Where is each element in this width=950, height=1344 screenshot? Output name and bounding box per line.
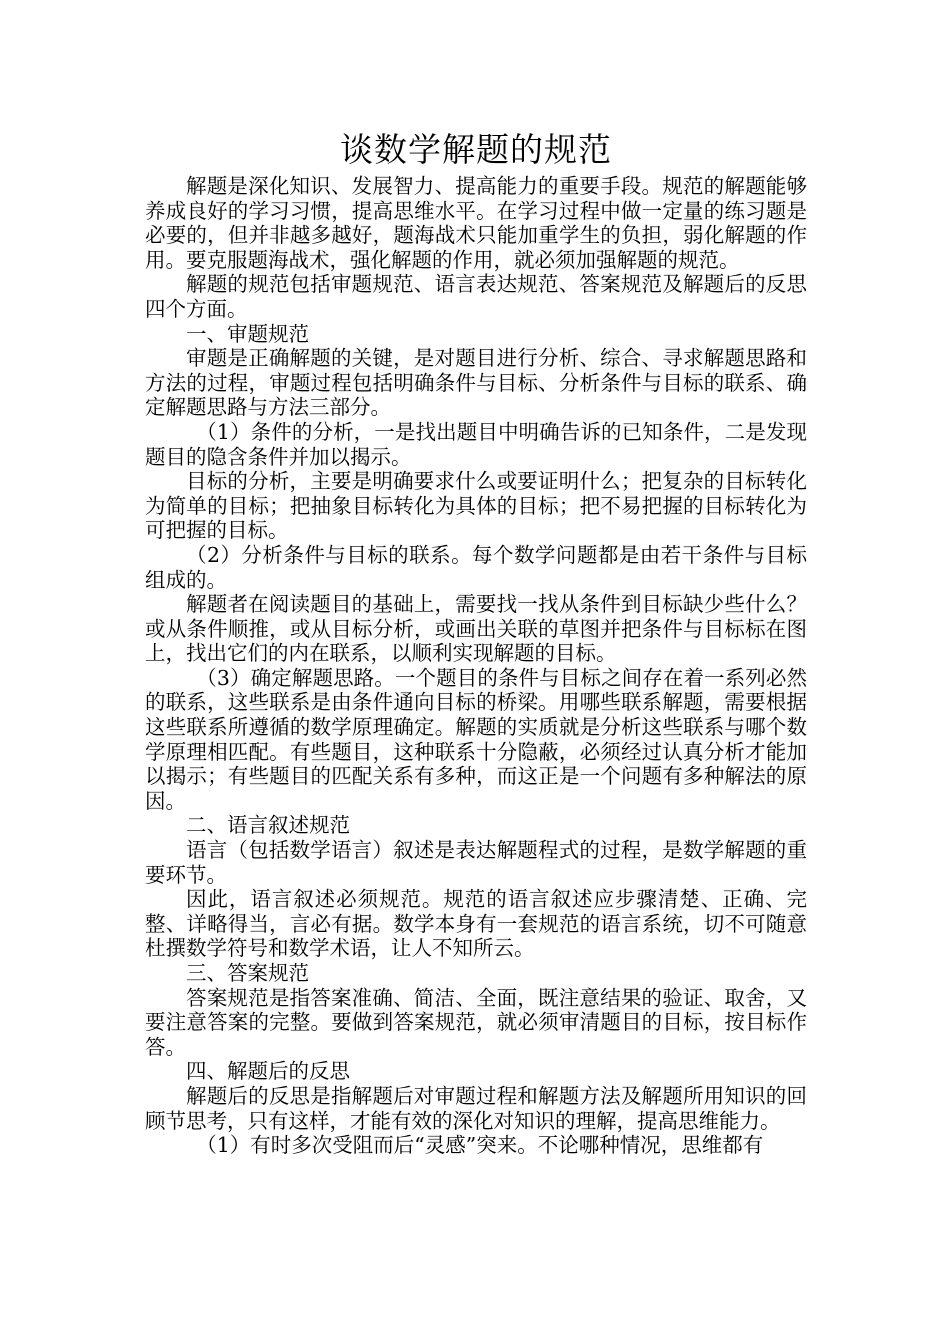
paragraph-review-key: 审题是正确解题的关键，是对题目进行分析、综合、寻求解题思路和方法的过程，审题过程包括明确条件与目标、分析条件与目标的联系、确定解题思路与方法三部分。	[145, 346, 807, 420]
document-page	[145, 128, 807, 1158]
section-heading-3: 三、答案规范	[186, 961, 309, 985]
paragraph-solver-reading: 解题者在阅读题目的基础上，需要找一找从条件到目标缺少些什么？或从条件顺推，或从目标分析，或画出关联的草图并把条件与目标标在图上，找出它们的内在联系，以顺利实现解题的目标。	[145, 592, 807, 666]
paragraph-condition-goal-link: （2）分析条件与目标的联系。每个数学问题都是由若干条件与目标组成的。	[145, 542, 807, 592]
section-heading-1: 一、审题规范	[186, 321, 309, 346]
paragraph-solution-idea: （3）确定解题思路。一个题目的条件与目标之间存在着一系列必然的联系，这些联系是由条件通向目标的桥梁。用哪些联系解题，需要根据这些联系所遵循的数学原理确定。解题的实质就是分析这些联系与哪个数学原理相匹配。有些题目，这种联系十分隐蔽，必须经过认真分析才能加以揭示；有些题目的匹配关系有多种，而这正是一个问题有多种解法的原因。	[145, 665, 807, 813]
paragraph-condition-analysis: （1）条件的分析，一是找出题目中明确告诉的已知条件，二是发现题目的隐含条件并加以揭示。	[145, 419, 807, 469]
paragraph-scope: 解题的规范包括审题规范、语言表达规范、答案规范及解题后的反思四个方面。	[145, 272, 807, 321]
section-heading-2: 二、语言叙述规范	[186, 813, 350, 838]
paragraph-language-rules: 因此，语言叙述必须规范。规范的语言叙述应步骤清楚、正确、完整、详略得当，言必有据。数学本身有一套规范的语言系统，切不可随意杜撰数学符号和数学术语，让人不知所云。	[145, 887, 807, 961]
document-title: 谈数学解题的规范	[340, 130, 612, 169]
section-heading-4: 四、解题后的反思	[186, 1059, 350, 1084]
paragraph-intro: 解题是深化知识、发展智力、提高能力的重要手段。规范的解题能够养成良好的学习习惯，提高思维水平。在学习过程中做一定量的练习题是必要的，但并非越多越好，题海战术只能加重学生的负担，弱化解题的作用。要克服题海战术，强化解题的作用，就必须加强解题的规范。	[145, 174, 807, 272]
paragraph-reflection-intro: 解题后的反思是指解题后对审题过程和解题方法及解题所用知识的回顾节思考，只有这样，才能有效的深化对知识的理解，提高思维能力。	[145, 1083, 807, 1133]
paragraph-answer-rules: 答案规范是指答案准确、简洁、全面，既注意结果的验证、取舍，又要注意答案的完整。要做到答案规范，就必须审清题目的目标，按目标作答。	[145, 985, 807, 1059]
paragraph-language-intro: 语言（包括数学语言）叙述是表达解题程式的过程，是数学解题的重要环节。	[145, 838, 807, 887]
paragraph-goal-analysis: 目标的分析，主要是明确要求什么或要证明什么；把复杂的目标转化为简单的目标；把抽象目标转化为具体的目标；把不易把握的目标转化为可把握的目标。	[145, 469, 807, 543]
paragraph-reflection-1: （1）有时多次受阻而后“灵感”突来。不论哪种情况，思维都有	[196, 1133, 764, 1158]
